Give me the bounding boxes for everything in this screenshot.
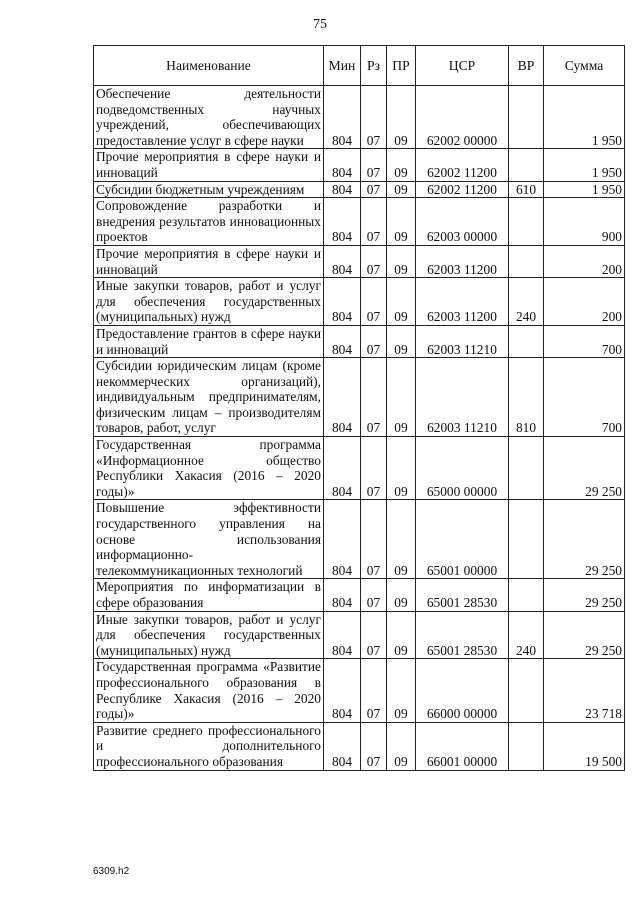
cell-pr: 09 bbox=[387, 659, 416, 722]
cell-vr bbox=[509, 437, 544, 500]
cell-vr: 240 bbox=[509, 278, 544, 326]
cell-min: 804 bbox=[324, 358, 361, 437]
cell-sum: 29 250 bbox=[544, 500, 625, 579]
table-row bbox=[94, 181, 625, 198]
table-row bbox=[94, 198, 625, 246]
cell-csr: 66000 00000 bbox=[416, 659, 509, 722]
cell-pr: 09 bbox=[387, 245, 416, 277]
cell-rz: 07 bbox=[361, 86, 387, 149]
cell-sum: 19 500 bbox=[544, 722, 625, 770]
budget-table bbox=[93, 45, 625, 771]
cell-pr: 09 bbox=[387, 358, 416, 437]
cell-vr bbox=[509, 325, 544, 357]
cell-min: 804 bbox=[324, 579, 361, 611]
cell-rz: 07 bbox=[361, 659, 387, 722]
cell-sum: 1 950 bbox=[544, 86, 625, 149]
cell-sum: 29 250 bbox=[544, 611, 625, 659]
header-min: Мин bbox=[324, 46, 361, 86]
cell-csr: 65000 00000 bbox=[416, 437, 509, 500]
cell-csr: 62002 11200 bbox=[416, 149, 509, 181]
table-row bbox=[94, 149, 625, 181]
cell-sum: 23 718 bbox=[544, 659, 625, 722]
cell-vr: 610 bbox=[509, 181, 544, 198]
cell-rz: 07 bbox=[361, 198, 387, 246]
cell-vr bbox=[509, 722, 544, 770]
cell-pr: 09 bbox=[387, 722, 416, 770]
page-number: 75 bbox=[313, 17, 327, 32]
table-row bbox=[94, 86, 625, 149]
table-row bbox=[94, 245, 625, 277]
cell-csr: 62003 11210 bbox=[416, 325, 509, 357]
table-row bbox=[94, 278, 625, 326]
cell-rz: 07 bbox=[361, 579, 387, 611]
cell-min: 804 bbox=[324, 278, 361, 326]
table-row bbox=[94, 579, 625, 611]
cell-min: 804 bbox=[324, 659, 361, 722]
cell-min: 804 bbox=[324, 181, 361, 198]
cell-vr: 240 bbox=[509, 611, 544, 659]
cell-pr: 09 bbox=[387, 611, 416, 659]
cell-sum: 1 950 bbox=[544, 149, 625, 181]
cell-min: 804 bbox=[324, 86, 361, 149]
cell-name: Прочие мероприятия в сфере науки и инноваций bbox=[94, 245, 324, 277]
table-row bbox=[94, 500, 625, 579]
cell-sum: 29 250 bbox=[544, 579, 625, 611]
cell-csr: 65001 28530 bbox=[416, 579, 509, 611]
cell-rz: 07 bbox=[361, 611, 387, 659]
cell-vr bbox=[509, 149, 544, 181]
cell-pr: 09 bbox=[387, 181, 416, 198]
footer-code: 6309.h2 bbox=[93, 866, 130, 877]
cell-csr: 62003 11210 bbox=[416, 358, 509, 437]
cell-min: 804 bbox=[324, 149, 361, 181]
cell-csr: 62002 00000 bbox=[416, 86, 509, 149]
table-row bbox=[94, 611, 625, 659]
cell-vr bbox=[509, 86, 544, 149]
cell-vr bbox=[509, 198, 544, 246]
cell-csr: 62003 00000 bbox=[416, 198, 509, 246]
cell-rz: 07 bbox=[361, 722, 387, 770]
cell-min: 804 bbox=[324, 500, 361, 579]
cell-rz: 07 bbox=[361, 500, 387, 579]
cell-min: 804 bbox=[324, 325, 361, 357]
cell-rz: 07 bbox=[361, 245, 387, 277]
cell-rz: 07 bbox=[361, 149, 387, 181]
header-rz: Рз bbox=[361, 46, 387, 86]
cell-sum: 200 bbox=[544, 245, 625, 277]
table-header-row bbox=[94, 46, 625, 86]
table-row bbox=[94, 358, 625, 437]
header-pr: ПР bbox=[387, 46, 416, 86]
cell-sum: 700 bbox=[544, 358, 625, 437]
cell-csr: 65001 28530 bbox=[416, 611, 509, 659]
table-body bbox=[94, 86, 625, 771]
cell-csr: 66001 00000 bbox=[416, 722, 509, 770]
cell-min: 804 bbox=[324, 611, 361, 659]
cell-csr: 62003 11200 bbox=[416, 278, 509, 326]
cell-rz: 07 bbox=[361, 181, 387, 198]
cell-name: Государственная программа «Развитие профессионального образования в Республике Хакасия (2016 – 2020 годы)» bbox=[94, 659, 324, 722]
table-row bbox=[94, 325, 625, 357]
cell-vr bbox=[509, 579, 544, 611]
cell-name: Мероприятия по информатизации в сфере образования bbox=[94, 579, 324, 611]
cell-pr: 09 bbox=[387, 149, 416, 181]
header-sum: Сумма bbox=[544, 46, 625, 86]
cell-sum: 29 250 bbox=[544, 437, 625, 500]
cell-name: Прочие мероприятия в сфере науки и инноваций bbox=[94, 149, 324, 181]
cell-rz: 07 bbox=[361, 358, 387, 437]
cell-rz: 07 bbox=[361, 278, 387, 326]
cell-csr: 65001 00000 bbox=[416, 500, 509, 579]
cell-sum: 700 bbox=[544, 325, 625, 357]
cell-rz: 07 bbox=[361, 437, 387, 500]
cell-pr: 09 bbox=[387, 278, 416, 326]
cell-vr: 810 bbox=[509, 358, 544, 437]
cell-rz: 07 bbox=[361, 325, 387, 357]
cell-name: Предоставление грантов в сфере науки и инноваций bbox=[94, 325, 324, 357]
cell-csr: 62002 11200 bbox=[416, 181, 509, 198]
cell-sum: 1 950 bbox=[544, 181, 625, 198]
cell-name: Повышение эффективности государственного управления на основе использования информационно-телекоммуникационных технологий bbox=[94, 500, 324, 579]
cell-min: 804 bbox=[324, 437, 361, 500]
cell-min: 804 bbox=[324, 245, 361, 277]
cell-pr: 09 bbox=[387, 86, 416, 149]
cell-name: Государственная программа «Информационное общество Республики Хакасия (2016 – 2020 годы)» bbox=[94, 437, 324, 500]
table-row bbox=[94, 659, 625, 722]
cell-name: Обеспечение деятельности подведомственных научных учреждений, обеспечивающих предоставление услуг в сфере науки bbox=[94, 86, 324, 149]
cell-pr: 09 bbox=[387, 437, 416, 500]
header-vr: ВР bbox=[509, 46, 544, 86]
cell-vr bbox=[509, 500, 544, 579]
cell-vr bbox=[509, 245, 544, 277]
cell-pr: 09 bbox=[387, 198, 416, 246]
table-row bbox=[94, 722, 625, 770]
cell-name: Развитие среднего профессионального и дополнительного профессионального образования bbox=[94, 722, 324, 770]
cell-sum: 200 bbox=[544, 278, 625, 326]
cell-pr: 09 bbox=[387, 579, 416, 611]
header-csr: ЦСР bbox=[416, 46, 509, 86]
header-name: Наименование bbox=[94, 46, 324, 86]
cell-name: Иные закупки товаров, работ и услуг для обеспечения государственных (муниципальных) нужд bbox=[94, 611, 324, 659]
cell-csr: 62003 11200 bbox=[416, 245, 509, 277]
cell-pr: 09 bbox=[387, 325, 416, 357]
cell-min: 804 bbox=[324, 198, 361, 246]
table-row bbox=[94, 437, 625, 500]
cell-name: Субсидии бюджетным учреждениям bbox=[94, 181, 324, 198]
cell-name: Сопровождение разработки и внедрения результатов инновационных проектов bbox=[94, 198, 324, 246]
cell-vr bbox=[509, 659, 544, 722]
cell-min: 804 bbox=[324, 722, 361, 770]
cell-pr: 09 bbox=[387, 500, 416, 579]
cell-name: Субсидии юридическим лицам (кроме некоммерческих организаций), индивидуальным предпринимателям, физическим лицам – производителям товаров, работ, услуг bbox=[94, 358, 324, 437]
cell-sum: 900 bbox=[544, 198, 625, 246]
cell-name: Иные закупки товаров, работ и услуг для обеспечения государственных (муниципальных) нужд bbox=[94, 278, 324, 326]
